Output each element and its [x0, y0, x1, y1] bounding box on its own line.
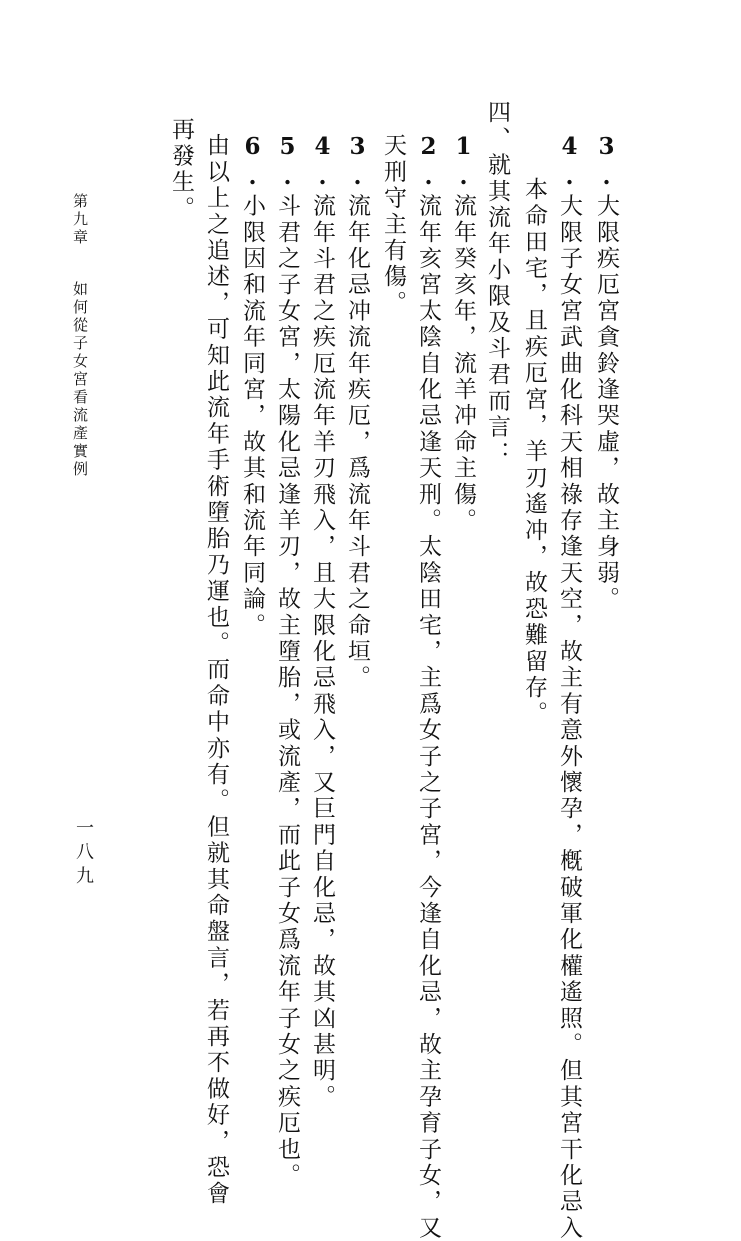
item-number: 4.: [309, 133, 336, 194]
line-text: 本命田宅，且疾厄宮，羊刃遙冲，故恐難留存。: [521, 177, 547, 728]
text-column-13: [169, 117, 192, 222]
line-text: 大限子女宮武曲化科天相祿存逢天空，故主有意外懷孕，槪破軍化權遙照。但其宮干化忌入: [556, 193, 582, 1241]
line-text: 斗君之子女宮，太陽化忌逢羊刃，故主墮胎，或流產，而此子女爲流年子女之疾厄也。: [274, 193, 300, 1190]
page-number: 一八九: [73, 818, 94, 890]
text-column-1: [594, 133, 618, 613]
text-column-11: [240, 133, 264, 639]
text-column-8: [345, 133, 369, 691]
section-heading: [485, 100, 508, 467]
text-column-2: [557, 133, 581, 1241]
text-column-9: [310, 133, 334, 1110]
line-text: 再發生。: [168, 117, 194, 222]
line-text: 流年亥宮太陰自化忌逢天刑。太陰田宅，主爲女子之子宮，今逢自化忌，故主孕育子女，又: [415, 193, 441, 1241]
line-text: 大限疾厄宮貪鈴逢哭虛，故主身弱。: [593, 193, 619, 613]
line-text: 流年斗君之疾厄流年羊刃飛入，且大限化忌飛入，又巨門自化忌，故其凶甚明。: [309, 193, 335, 1111]
item-number: 3.: [593, 133, 620, 194]
line-text: 天刑守主有傷。: [380, 133, 406, 317]
chapter-label: 第九章: [71, 193, 89, 247]
line-text: 流年化忌冲流年疾厄，爲流年斗君之命垣。: [344, 193, 370, 692]
text-column-12: [204, 133, 227, 1207]
item-number: 5.: [274, 133, 301, 194]
text-column-7: [381, 133, 404, 316]
item-number: 2.: [415, 133, 442, 194]
text-column-6: [416, 133, 440, 1241]
running-header: [70, 193, 91, 479]
line-text: 四、就其流年小限及斗君而言：: [484, 100, 510, 467]
item-number: 1.: [450, 133, 477, 194]
line-text: 小限因和流年同宮，故其和流年同論。: [239, 193, 265, 639]
line-text: 由以上之追述，可知此流年手術墮胎乃運也。而命中亦有。但就其命盤言，若再不做好，恐會: [203, 133, 229, 1208]
chapter-title: 如何從子女宮看流產實例: [71, 281, 89, 479]
text-column-3: [522, 177, 545, 727]
item-number: 4.: [556, 133, 583, 194]
text-column-5: [451, 133, 475, 534]
line-text: 流年癸亥年，流羊冲命主傷。: [450, 193, 476, 535]
item-number: 6.: [239, 133, 266, 194]
text-column-10: [275, 133, 299, 1189]
item-number: 3.: [344, 133, 371, 194]
